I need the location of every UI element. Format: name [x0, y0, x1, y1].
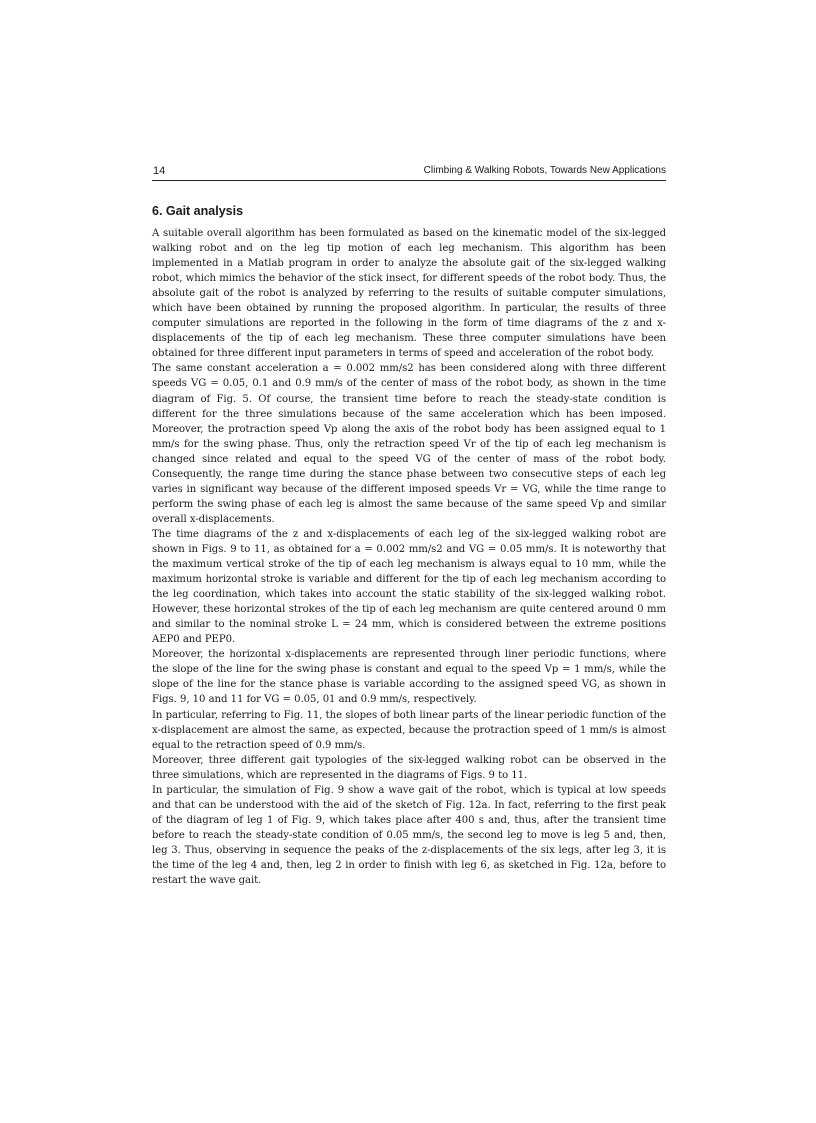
paragraph-5: In particular, referring to Fig. 11, the slopes of both linear parts of the linear periodic function of the x-displacement are almost the same, as expected, because the protraction speed of 1 mm/s is almost equal to the retraction speed of 0.9 mm/s. — [152, 709, 666, 751]
page-number: 14 — [153, 165, 166, 177]
paragraph-1: A suitable overall algorithm has been formulated as based on the kinematic model of the six-legged walking robot and on the leg tip motion of each leg mechanism. This algorithm has been implemented in a Matlab program in order to analyze the absolute gait of the six-legged walking robot, which mimics the behavior of the stick insect, for different speeds of the robot body. Thus, the absolute gait of the robot is analyzed by referring to the results of suitable computer simulations, which have been obtained by running the proposed algorithm. In particular, the results of three computer simulations are reported in the following in the form of time diagrams of the z and x-displacements of the tip of each leg mechanism. These three computer simulations have been obtained for three different input parameters in terms of speed and acceleration of the robot body. — [152, 228, 666, 360]
paragraph-7: In particular, the simulation of Fig. 9 show a wave gait of the robot, which is typical at low speeds and that can be understood with the aid of the sketch of Fig. 12a. In fact, referring to the first peak of the diagram of leg 1 of Fig. 9, which takes place after 400 s and, thus, after the transient time before to reach the steady-state condition of 0.05 mm/s, the second leg to move is leg 5 and, then, leg 3. Thus, observing in sequence the peaks of the z-displacements of the six legs, after leg 3, it is the time of the leg 4 and, then, leg 2 in order to finish with leg 6, as sketched in Fig. 12a, before to restart the wave gait. — [152, 784, 666, 887]
running-header — [152, 164, 666, 181]
paragraph-6: Moreover, three different gait typologies of the six-legged walking robot can be observed in the three simulations, which are represented in the diagrams of Figs. 9 to 11. — [152, 754, 666, 781]
running-title: Climbing & Walking Robots, Towards New Applications — [423, 165, 666, 176]
section-heading: 6. Gait analysis — [152, 204, 244, 218]
paragraph-2: The same constant acceleration a = 0.002 mm/s2 has been considered along with three different speeds VG = 0.05, 0.1 and 0.9 mm/s of the center of mass of the robot body, as shown in the time diagram of Fig. 5. Of course, the transient time before to reach the steady-state condition is different for the three simulations because of the same acceleration which has been imposed. Moreover, the protraction speed Vp along the axis of the robot body has been assigned equal to 1 mm/s for the swing phase. Thus, only the retraction speed Vr of the tip of each leg mechanism is changed since related and equal to the speed VG of the center of mass of the robot body. Consequently, the range time during the stance phase between two consecutive steps of each leg varies in significant way because of the different imposed speeds Vr = VG, while the time range to perform the swing phase of each leg is almost the same because of the same speed Vp and similar overall x-displacements. — [152, 363, 666, 525]
paragraph-4: Moreover, the horizontal x-displacements are represented through liner periodic functions, where the slope of the line for the swing phase is constant and equal to the speed Vp = 1 mm/s, while the slope of the line for the stance phase is variable according to the assigned speed VG, as shown in Figs. 9, 10 and 11 for VG = 0.05, 01 and 0.9 mm/s, respectively. — [152, 649, 666, 706]
paragraph-3: The time diagrams of the z and x-displacements of each leg of the six-legged walking robot are shown in Figs. 9 to 11, as obtained for a = 0.002 mm/s2 and VG = 0.05 mm/s. It is noteworthy that the maximum vertical stroke of the tip of each leg mechanism is always equal to 10 mm, while the maximum horizontal stroke is variable and different for the tip of each leg mechanism according to the leg coordination, which takes into account the static stability of the six-legged walking robot. However, these horizontal strokes of the tip of each leg mechanism are quite centered around 0 mm and similar to the nominal stroke L = 24 mm, which is considered between the extreme positions AEP0 and PEP0. — [152, 528, 666, 646]
body-text — [152, 226, 666, 888]
